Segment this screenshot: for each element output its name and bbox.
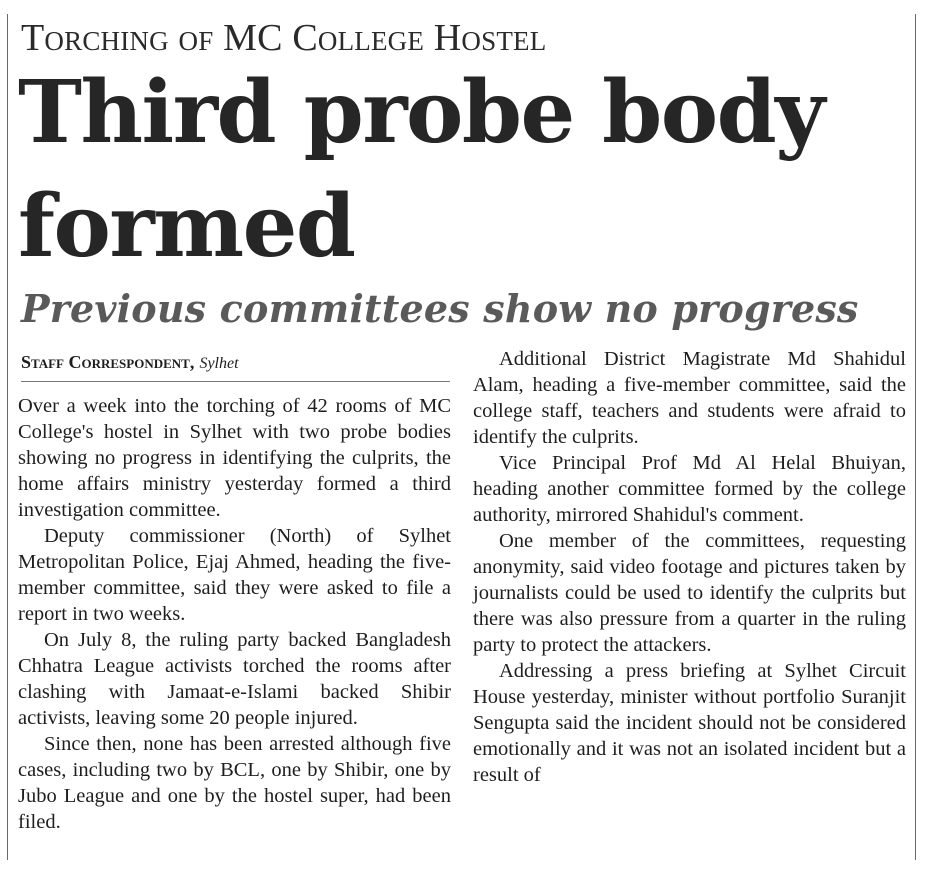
article-column-2 (473, 346, 906, 788)
byline-divider (21, 381, 450, 382)
byline-location: Sylhet (199, 355, 239, 372)
paragraph: One member of the committees, requesting anonymity, said video footage and pictures taken by journalists could be used to identify the culprits but there was also pressure from a quarter in the ruling party to protect the attackers. (473, 530, 906, 656)
paragraph: Vice Principal Prof Md Al Helal Bhuiyan, heading another committee formed by the college authority, mirrored Shahidul's comment. (473, 452, 906, 526)
article-column-1 (18, 393, 451, 835)
paragraph: Since then, none has been arrested although five cases, including two by BCL, one by Shibir, one by Jubo League and one by the hostel super, had been filed. (18, 733, 451, 833)
paragraph: On July 8, the ruling party backed Bangladesh Chhatra League activists torched the rooms after clashing with Jamaat-e-Islami backed Shibir activists, leaving some 20 people injured. (18, 629, 451, 729)
paragraph: Deputy commissioner (North) of Sylhet Metropolitan Police, Ejaj Ahmed, heading the five-member committee, said they were asked to file a report in two weeks. (18, 525, 451, 625)
headline: Third probe body formed (18, 62, 824, 277)
left-column-rule (7, 14, 8, 860)
paragraph: Over a week into the torching of 42 rooms of MC College's hostel in Sylhet with two probe bodies showing no progress in identifying the culprits, the home affairs ministry yesterday formed a third investigation committee. (18, 395, 451, 521)
right-column-rule (915, 14, 916, 860)
paragraph: Additional District Magistrate Md Shahidul Alam, heading a five-member committee, said the college staff, teachers and students were afraid to identify the culprits. (473, 348, 906, 448)
kicker: Torching of MC College Hostel (21, 17, 547, 59)
subheadline: Previous committees show no progress (21, 286, 859, 331)
byline (21, 350, 239, 374)
byline-author: Staff Correspondent, (21, 352, 195, 372)
paragraph: Addressing a press briefing at Sylhet Circuit House yesterday, minister without portfolio Suranjit Sengupta said the incident should not be considered emotionally and it was not an isolated incident but a result of (473, 660, 906, 786)
